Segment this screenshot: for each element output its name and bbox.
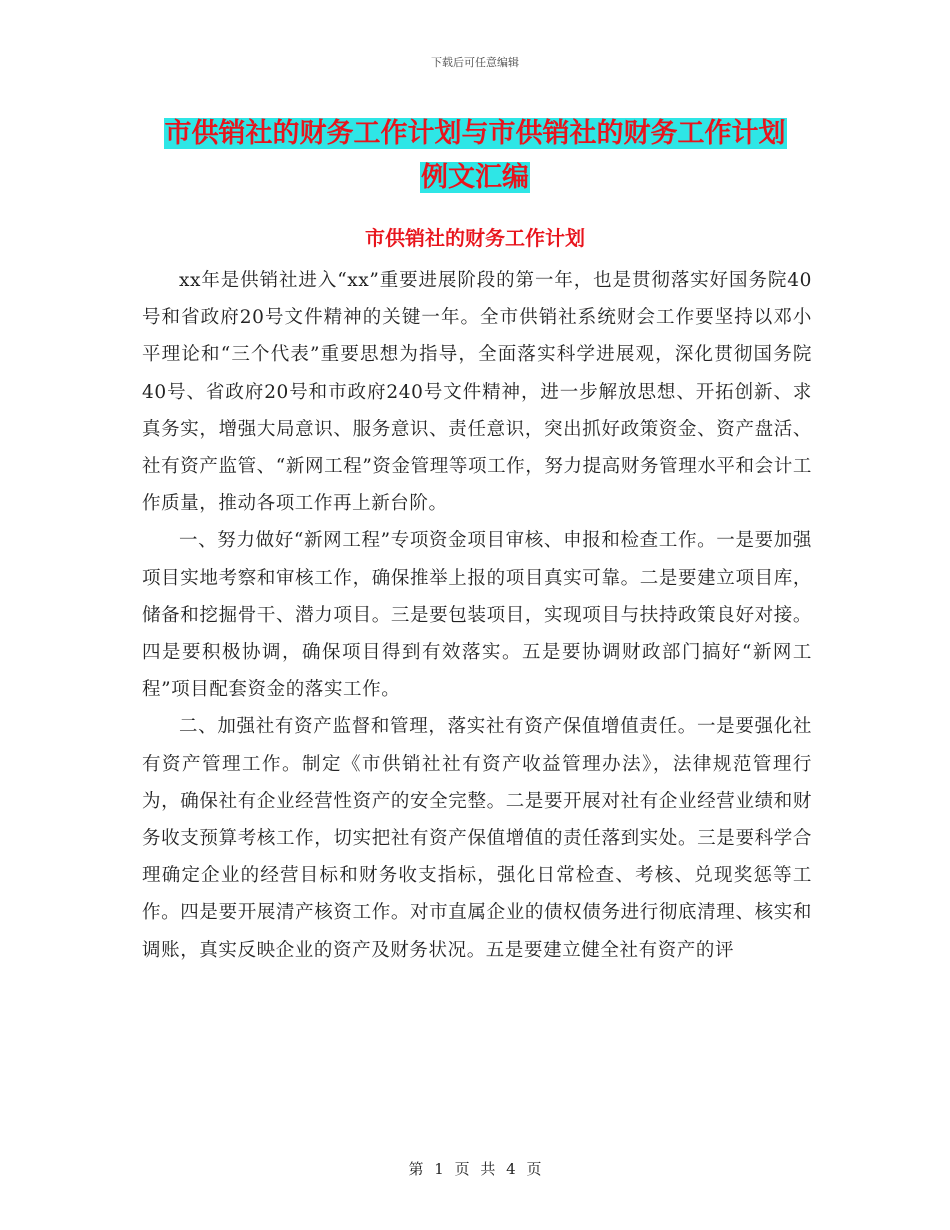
document-title-text-1: 市供销社的财务工作计划与市供销社的财务工作计划 (164, 118, 786, 149)
section-heading: 市供销社的财务工作计划 (365, 226, 585, 250)
header-note: 下载后可任意编辑 (431, 56, 519, 69)
document-body (142, 262, 812, 969)
document-title-line-2 (150, 156, 800, 196)
paragraph-item-1: 一、努力做好“新网工程”专项资金项目审核、申报和检查工作。一是要加强项目实地考察和审核工作，确保推举上报的项目真实可靠。二是要建立项目库，储备和挖掘骨干、潜力项目。三是要包装项目，实现项目与扶持政策良好对接。四是要积极协调，确保项目得到有效落实。五是要协调财政部门搞好“新网工程”项目配套资金的落实工作。 (142, 530, 812, 701)
document-title-line-1 (150, 112, 800, 152)
page-footer: 第 1 页 共 4 页 (408, 1160, 542, 1178)
document-title-text-2: 例文汇编 (421, 162, 529, 193)
paragraph-intro: xx年是供销社进入“xx”重要进展阶段的第一年，也是贯彻落实好国务院40号和省政府20号文件精神的关键一年。全市供销社系统财会工作要坚持以邓小平理论和“三个代表”重要思想为指导，全面落实科学进展观，深化贯彻国务院40号、省政府20号和市政府240号文件精神，进一步解放思想、开拓创新、求真务实，增强大局意识、服务意识、责任意识，突出抓好政策资金、资产盘活、社有资产监管、“新网工程”资金管理等项工作，努力提高财务管理水平和会计工作质量，推动各项工作再上新台阶。 (142, 270, 812, 515)
paragraph-item-2: 二、加强社有资产监督和管理，落实社有资产保值增值责任。一是要强化社有资产管理工作。制定《市供销社社有资产收益管理办法》，法律规范管理行为，确保社有企业经营性资产的安全完整。二是要开展对社有企业经营业绩和财务收支预算考核工作，切实把社有资产保值增值的责任落到实处。三是要科学合理确定企业的经营目标和财务收支指标，强化日常检查、考核、兑现奖惩等工作。四是要开展清产核资工作。对市直属企业的债权债务进行彻底清理、核实和调账，真实反映企业的资产及财务状况。五是要建立健全社有资产的评 (142, 716, 812, 961)
